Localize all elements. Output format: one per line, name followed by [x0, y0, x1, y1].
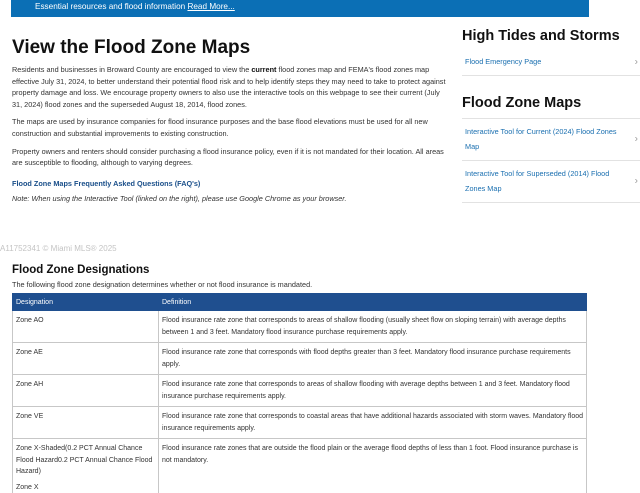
sidebar-link-label: Flood Emergency Page [465, 57, 542, 66]
zone-cell: Zone VE [13, 407, 159, 439]
sidebar-link-label: Interactive Tool for Current (2024) Flood Zones Map [465, 126, 617, 151]
sidebar-heading-tides: High Tides and Storms [462, 28, 620, 44]
table-row [13, 343, 587, 375]
chevron-right-icon: › [634, 175, 638, 187]
designations-subtitle: The following flood zone designation determines whether or not flood insurance is mandated. [12, 280, 313, 289]
column-header-designation: Designation [13, 294, 159, 311]
definition-cell: Flood insurance rate zone that corresponds to areas of shallow flooding (usually sheet flow on sloping terrain) with average depths between 1 and 3 feet. Mandatory flood insurance purchase requirements apply. [159, 311, 587, 343]
designations-title: Flood Zone Designations [12, 264, 150, 276]
read-more-link[interactable]: Read More... [187, 2, 235, 11]
sidebar-link-current-map[interactable] [462, 119, 640, 161]
definition-cell: Flood insurance rate zone that corresponds to coastal areas that have additional hazards associated with storm waves. Mandatory flood insurance requirements apply. [159, 407, 587, 439]
zone-cell: Zone AE [13, 343, 159, 375]
zone-cell [13, 439, 159, 493]
flood-zone-designations [12, 264, 586, 493]
table-header-row [13, 294, 587, 311]
browser-note: Note: When using the Interactive Tool (linked on the right), please use Google Chrome as your browser. [12, 193, 347, 203]
chevron-right-icon: › [634, 133, 638, 145]
intro-emphasis: current [251, 65, 277, 74]
zone-cell: Zone AO [13, 311, 159, 343]
top-banner [11, 0, 589, 17]
sidebar-link-label: Interactive Tool for Superseded (2014) Flood Zones Map [465, 168, 610, 193]
zone-x-shaded-label: Zone X-Shaded(0.2 PCT Annual Chance Flood Hazard0.2 PCT Annual Chance Flood Hazard) [16, 445, 153, 475]
zone-cell: Zone AH [13, 375, 159, 407]
sidebar-link-superseded-map[interactable] [462, 161, 640, 203]
definition-cell: Flood insurance rate zone that corresponds with flood depths greater than 3 feet. Mandatory flood insurance purchase requirements apply. [159, 343, 587, 375]
definition-cell: Flood insurance rate zones that are outside the flood plain or the average flood depths of less than 1 foot. Flood insurance purchase is not mandatory. [159, 439, 587, 493]
table-row [13, 375, 587, 407]
intro-text-a: Residents and businesses in Broward County are encouraged to view the [12, 65, 252, 74]
chevron-right-icon: › [634, 56, 638, 67]
column-header-definition: Definition [159, 294, 587, 311]
table-row [13, 407, 587, 439]
sidebar-link-flood-emergency[interactable] [462, 49, 640, 76]
sidebar-heading-maps: Flood Zone Maps [462, 94, 582, 111]
maps-usage-paragraph: The maps are used by insurance companies for flood insurance purposes and the base flood elevations must be used for all new construction and substantial improvements to existing construction. [12, 117, 428, 138]
banner-text [35, 2, 235, 11]
mls-watermark: A11752341 © Miami MLS® 2025 [0, 244, 117, 253]
main-content [12, 38, 448, 203]
table-row [13, 439, 587, 493]
intro-text-c: flood zones map and FEMA's flood zones map effective July 31, 2024, to better understand their potential flood risk and to help identify steps they may need to take to protect against property damage and loss. We encourage property owners to also use the interactive tools on this webpage to see their current (July 31, 2024) flood zones and the superseded August 18, 2014, flood zones. [12, 65, 446, 109]
page-title: View the Flood Zone Maps [12, 37, 251, 58]
faq-link[interactable]: Flood Zone Maps Frequently Asked Questions (FAQ's) [12, 178, 201, 188]
sidebar-list-tides [462, 49, 640, 76]
banner-message: Essential resources and flood information [35, 2, 186, 11]
intro-paragraph [12, 64, 448, 110]
definition-cell: Flood insurance rate zone that corresponds to areas of shallow flooding with average depths between 1 and 3 feet. Mandatory flood insurance purchase requirements apply. [159, 375, 587, 407]
designations-table [12, 293, 587, 493]
sidebar [462, 27, 640, 203]
insurance-advice-paragraph: Property owners and renters should consider purchasing a flood insurance policy, even if it is not mandated for their location. All areas are susceptible to flooding, although to varying degrees. [12, 146, 444, 168]
zone-x-label: Zone X [16, 483, 39, 491]
table-row [13, 311, 587, 343]
sidebar-list-maps [462, 118, 640, 203]
